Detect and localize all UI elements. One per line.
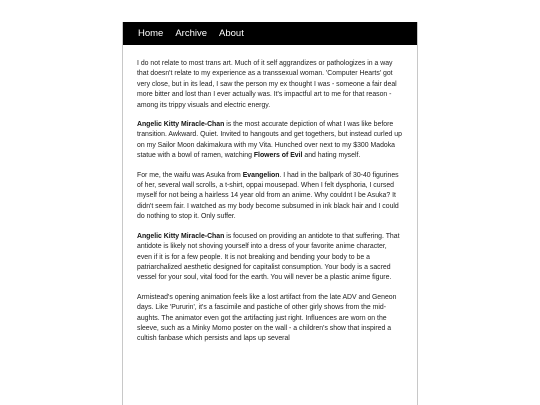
paragraph-text: I do not relate to most trans art. Much of it self aggrandizes or pathologizes in a way that doesn't relate to my experience as a transsexual woman. 'Computer Hearts' got very close, but in its lead, I saw the person my ex thought I was - someone a fair deal more bitter and lost than I ever actually was. It's impactful art to me for that reason - among its trippy visuals and electric energy. [137, 60, 397, 109]
bold-title: Angelic Kitty Miracle-Chan [137, 232, 225, 240]
paragraph-text: is the most accurate depiction of what I was like before transition. Awkward. Quiet. Invited to hangouts and get togethers, but instead curled up on my Sailor Moon dakimakura with my Vita. Hunched over next to my $300 Madoka statue with a bowl of ramen, watching [137, 121, 402, 160]
bold-title: Evangelion [242, 171, 280, 179]
nav-about-link[interactable]: About [219, 28, 244, 39]
paragraph-text: and hating myself. [302, 152, 361, 160]
bold-title: Flowers of Evil [253, 152, 303, 160]
bold-title: Angelic Kitty Miracle-Chan [137, 121, 225, 129]
page-container [122, 22, 418, 405]
paragraph-text: . I had in the ballpark of 30-40 figurines of her, several wall scrolls, a t-shirt, oppai mousepad. When I felt dysphoria, I cursed myself for not being a hairless 14 year old from an anime. Why couldnt I be Asuka? It didn't seem fair. I watched as my body become subsumed in ink black hair and I could do nothing to stop it. Only suffer. [137, 171, 399, 221]
article-paragraph [137, 59, 403, 111]
top-navbar [123, 22, 417, 45]
article-body [123, 45, 417, 345]
nav-home-link[interactable]: Home [138, 28, 164, 39]
article-paragraph [137, 232, 403, 284]
paragraph-text: For me, the waifu was Asuka from [137, 171, 243, 179]
paragraph-text: is focused on providing an antidote to that suffering. That antidote is likely not shoving yourself into a dress of your favorite anime character, even if it is for a few people. It is not breaking and bending your body to be a patriarchalized aesthetic designed for capitalist consumption. Your body is a sacred vessel for your soul, vital food for the earth. You will never be a plastic anime figure. [137, 232, 400, 282]
article-paragraph [137, 171, 403, 223]
article-paragraph [137, 120, 403, 162]
paragraph-text: Armistead's opening animation feels like a lost artifact from the late ADV and Geneon days. Like 'Pururin', it's a fascimile and pastiche of other girly shows from the mid-aughts. The animator even got the artifacting just right. Influences are worn on the sleeve, such as a Minky Momo poster on the wall - a children's show that inspired a cultish fanbase which persists and laps up several [137, 293, 397, 343]
nav-archive-link[interactable]: Archive [175, 28, 208, 39]
article-paragraph [137, 293, 403, 345]
